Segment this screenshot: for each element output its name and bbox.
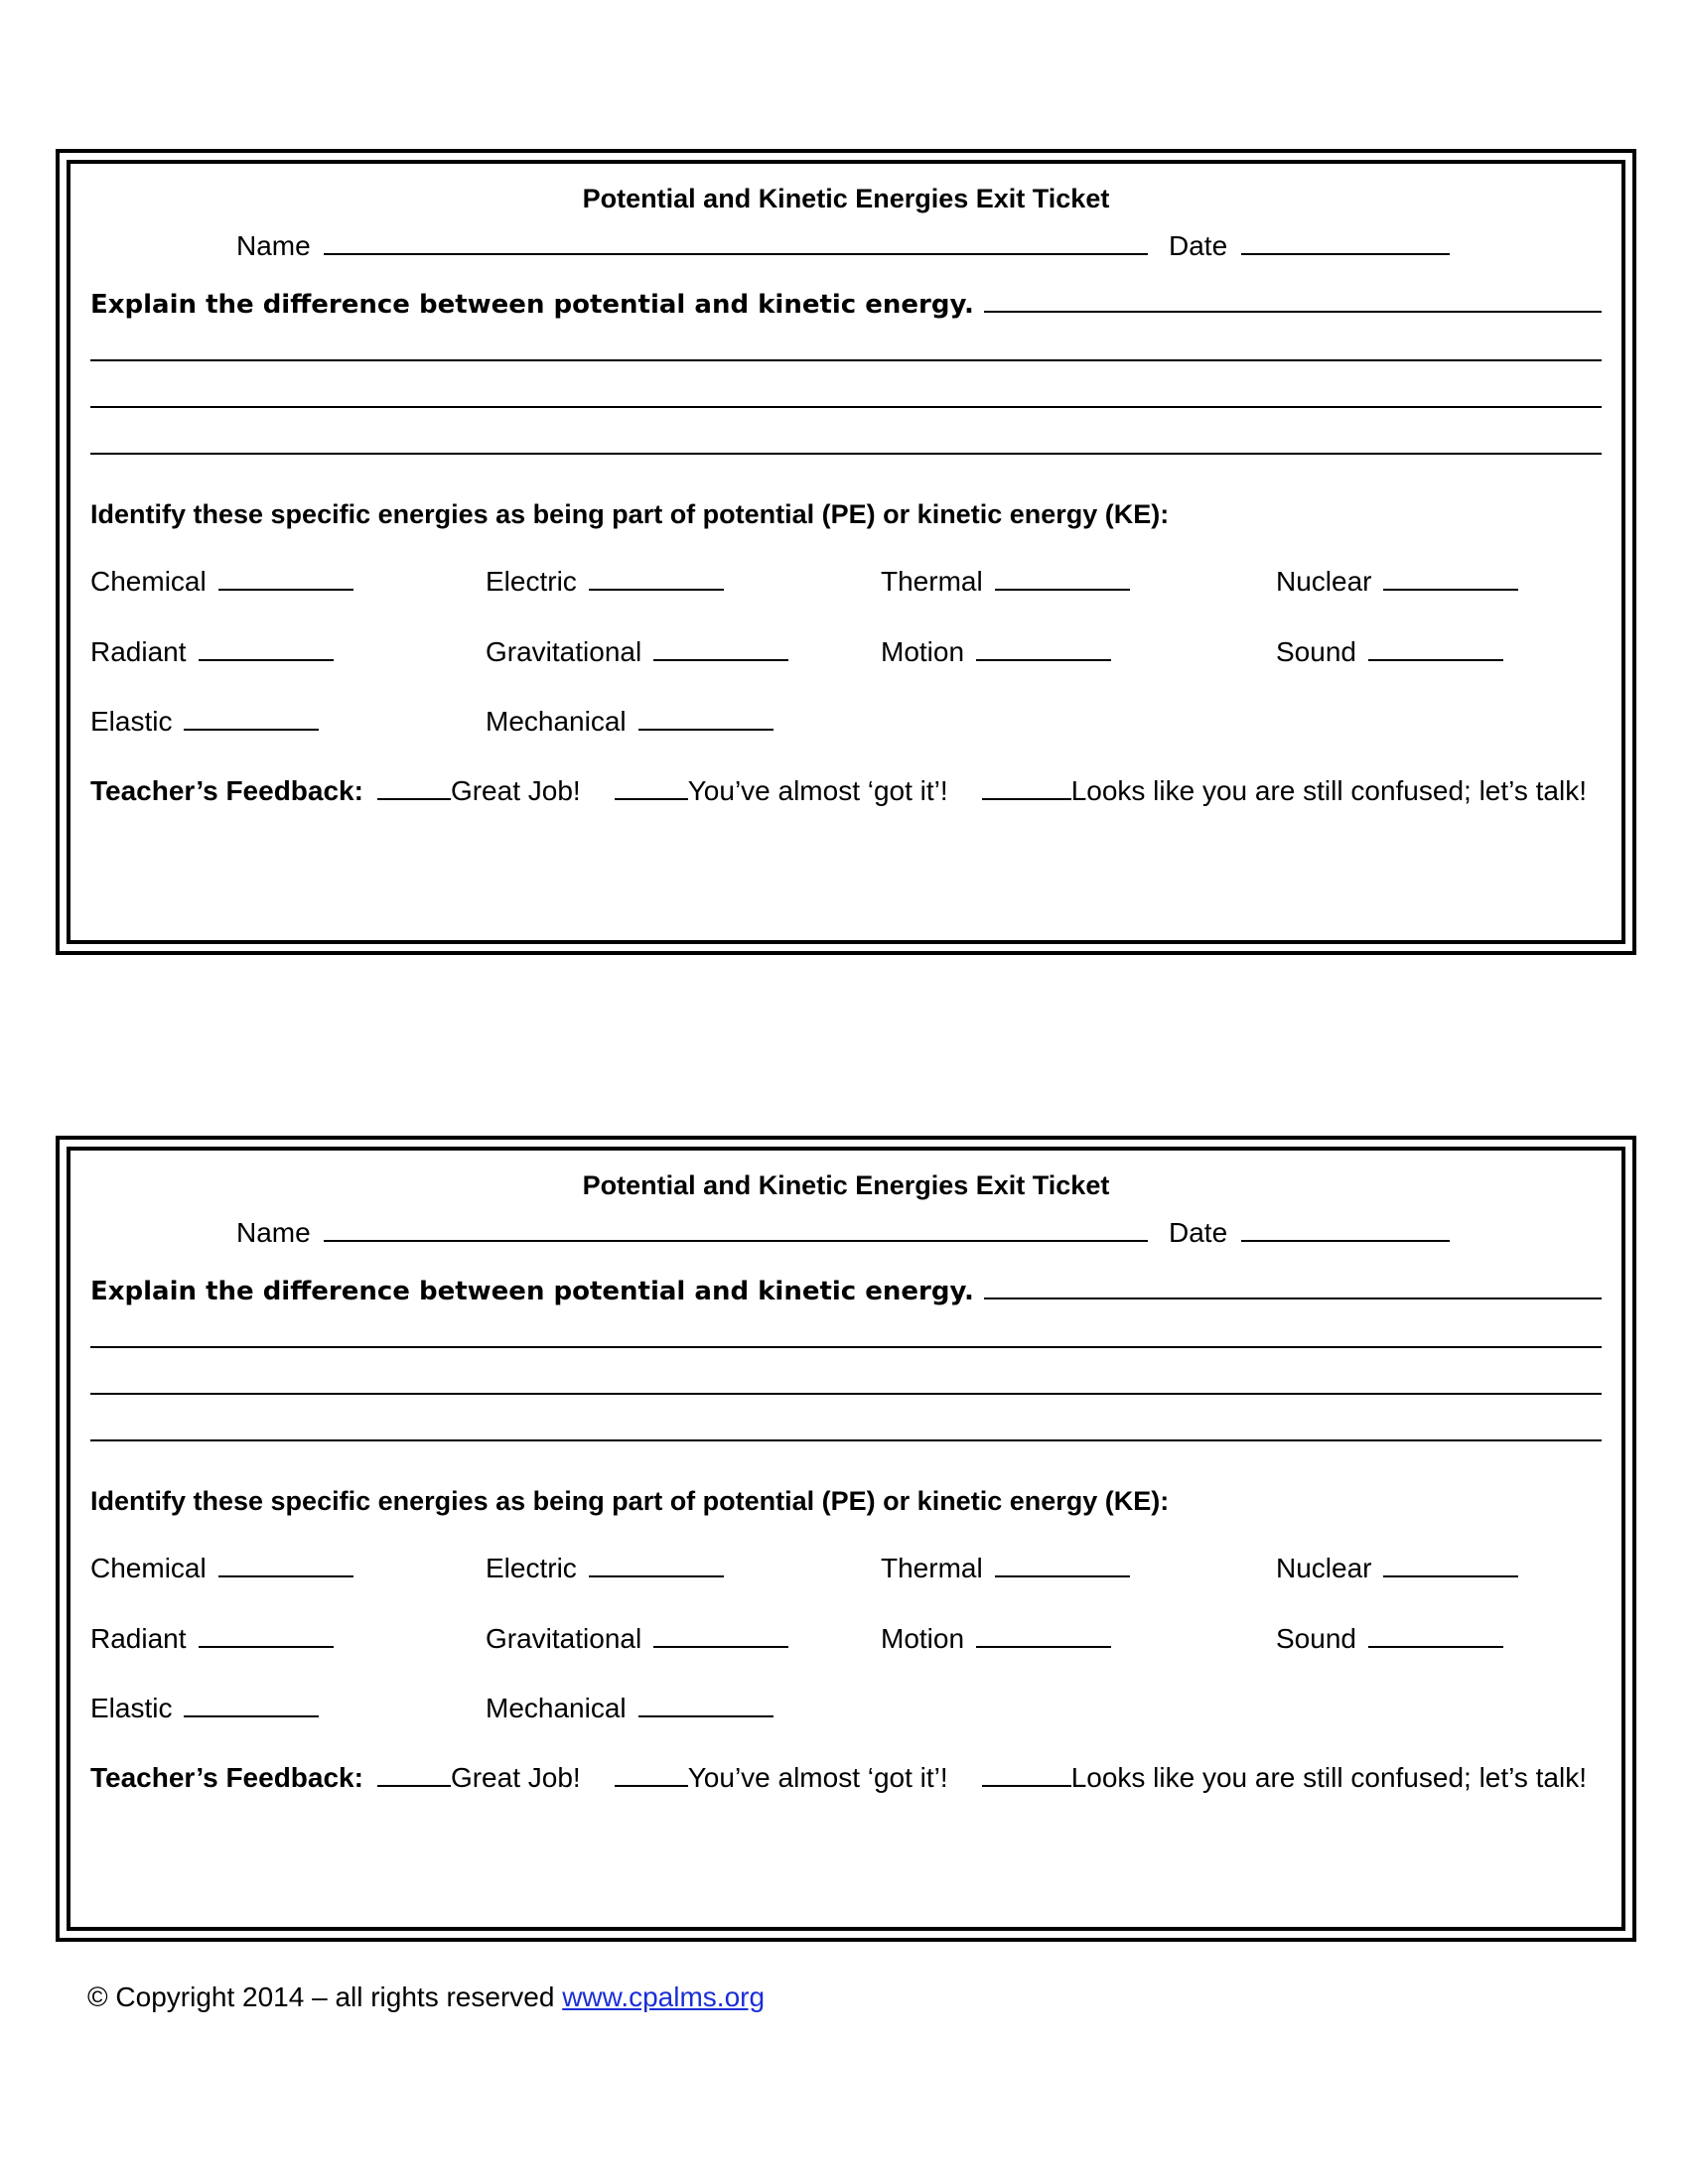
energy-label: Motion [881, 1623, 965, 1654]
energy-blank[interactable] [1368, 635, 1503, 661]
identify-prompt: Identify these specific energies as being part of potential (PE) or kinetic energy (KE): [90, 1486, 1170, 1516]
energy-label: Mechanical [486, 1693, 627, 1723]
name-label: Name [236, 230, 311, 261]
name-field[interactable] [236, 1214, 1148, 1249]
answer-line[interactable] [90, 1393, 1602, 1395]
energy-item-motion[interactable] [881, 1622, 1111, 1655]
ticket-inner-border [67, 1147, 1625, 1931]
energy-item-gravitational[interactable] [486, 1622, 788, 1655]
ticket-inner-border [67, 160, 1625, 944]
feedback-option-great: Great Job! [450, 775, 581, 806]
date-blank[interactable] [1241, 227, 1450, 255]
energy-label: Electric [486, 1553, 577, 1583]
energy-label: Chemical [90, 1553, 207, 1583]
identify-prompt: Identify these specific energies as being part of potential (PE) or kinetic energy (KE): [90, 499, 1170, 529]
feedback-blank[interactable] [982, 1761, 1071, 1787]
energy-item-mechanical[interactable] [486, 1692, 774, 1724]
explain-prompt: Explain the difference between potential and kinetic energy. [90, 290, 974, 320]
teacher-feedback [90, 774, 1587, 807]
energy-blank[interactable] [589, 565, 724, 591]
teacher-feedback [90, 1761, 1587, 1794]
energy-label: Gravitational [486, 636, 642, 667]
energy-item-radiant[interactable] [90, 1622, 334, 1655]
energy-label: Radiant [90, 636, 187, 667]
answer-line[interactable] [984, 1276, 1602, 1299]
explain-question [90, 289, 1602, 320]
energy-label: Elastic [90, 706, 173, 737]
explain-prompt: Explain the difference between potential and kinetic energy. [90, 1277, 974, 1306]
feedback-option-confused: Looks like you are still confused; let’s talk! [1070, 1762, 1587, 1793]
energy-item-thermal[interactable] [881, 1552, 1130, 1584]
exit-ticket-2 [56, 1136, 1636, 1942]
energy-item-elastic[interactable] [90, 1692, 319, 1724]
energy-label: Nuclear [1276, 566, 1372, 597]
energy-blank[interactable] [218, 565, 353, 591]
energy-blank[interactable] [995, 565, 1130, 591]
energy-blank[interactable] [184, 705, 319, 731]
answer-line[interactable] [90, 1439, 1602, 1441]
feedback-label: Teacher’s Feedback: [90, 775, 363, 806]
energy-label: Sound [1276, 636, 1356, 667]
energy-label: Sound [1276, 1623, 1356, 1654]
feedback-blank[interactable] [377, 774, 451, 800]
date-blank[interactable] [1241, 1214, 1450, 1242]
energy-blank[interactable] [976, 635, 1111, 661]
energy-item-nuclear[interactable] [1276, 1552, 1518, 1584]
energy-label: Elastic [90, 1693, 173, 1723]
energy-blank[interactable] [638, 705, 774, 731]
date-label: Date [1169, 230, 1228, 261]
energy-label: Radiant [90, 1623, 187, 1654]
energy-item-nuclear[interactable] [1276, 565, 1518, 598]
energy-blank[interactable] [218, 1552, 353, 1577]
energy-blank[interactable] [653, 1622, 788, 1648]
feedback-blank[interactable] [615, 1761, 688, 1787]
feedback-option-almost: You’ve almost ‘got it’! [687, 775, 948, 806]
date-field[interactable] [1169, 1214, 1450, 1249]
energy-label: Electric [486, 566, 577, 597]
answer-line[interactable] [90, 453, 1602, 455]
cpalms-link[interactable]: www.cpalms.org [562, 1981, 766, 2012]
date-label: Date [1169, 1217, 1228, 1248]
energy-item-gravitational[interactable] [486, 635, 788, 668]
feedback-label: Teacher’s Feedback: [90, 1762, 363, 1793]
energy-blank[interactable] [184, 1692, 319, 1717]
energy-blank[interactable] [199, 1622, 334, 1648]
energy-label: Mechanical [486, 706, 627, 737]
exit-ticket-1 [56, 149, 1636, 955]
energy-item-sound[interactable] [1276, 635, 1503, 668]
energy-label: Nuclear [1276, 1553, 1372, 1583]
energy-item-electric[interactable] [486, 565, 724, 598]
energy-label: Gravitational [486, 1623, 642, 1654]
energy-item-sound[interactable] [1276, 1622, 1503, 1655]
answer-line[interactable] [90, 1346, 1602, 1348]
copyright-text: © Copyright 2014 – all rights reserved [87, 1981, 555, 2012]
name-blank[interactable] [324, 1214, 1148, 1242]
feedback-option-confused: Looks like you are still confused; let’s talk! [1070, 775, 1587, 806]
energy-item-mechanical[interactable] [486, 705, 774, 738]
energy-item-elastic[interactable] [90, 705, 319, 738]
energy-item-thermal[interactable] [881, 565, 1130, 598]
energy-blank[interactable] [653, 635, 788, 661]
energy-blank[interactable] [995, 1552, 1130, 1577]
feedback-blank[interactable] [377, 1761, 451, 1787]
feedback-option-great: Great Job! [450, 1762, 581, 1793]
explain-question [90, 1276, 1602, 1306]
copyright-footer [87, 1981, 765, 2013]
energy-blank[interactable] [638, 1692, 774, 1717]
energy-item-electric[interactable] [486, 1552, 724, 1584]
energy-blank[interactable] [1383, 565, 1518, 591]
energy-label: Thermal [881, 566, 983, 597]
date-field[interactable] [1169, 227, 1450, 262]
ticket-title: Potential and Kinetic Energies Exit Ticket [582, 184, 1110, 213]
name-blank[interactable] [324, 227, 1148, 255]
energy-blank[interactable] [1368, 1622, 1503, 1648]
energy-item-chemical[interactable] [90, 1552, 353, 1584]
energy-label: Chemical [90, 566, 207, 597]
energy-blank[interactable] [1383, 1552, 1518, 1577]
energy-item-radiant[interactable] [90, 635, 334, 668]
feedback-blank[interactable] [615, 774, 688, 800]
energy-blank[interactable] [589, 1552, 724, 1577]
ticket-title: Potential and Kinetic Energies Exit Ticket [582, 1170, 1110, 1200]
energy-item-chemical[interactable] [90, 565, 353, 598]
feedback-option-almost: You’ve almost ‘got it’! [687, 1762, 948, 1793]
feedback-blank[interactable] [982, 774, 1071, 800]
name-field[interactable] [236, 227, 1148, 262]
energy-label: Motion [881, 636, 965, 667]
energy-item-motion[interactable] [881, 635, 1111, 668]
answer-line[interactable] [90, 406, 1602, 408]
energy-label: Thermal [881, 1553, 983, 1583]
answer-line[interactable] [90, 359, 1602, 361]
name-label: Name [236, 1217, 311, 1248]
energy-blank[interactable] [976, 1622, 1111, 1648]
energy-blank[interactable] [199, 635, 334, 661]
answer-line[interactable] [984, 289, 1602, 313]
